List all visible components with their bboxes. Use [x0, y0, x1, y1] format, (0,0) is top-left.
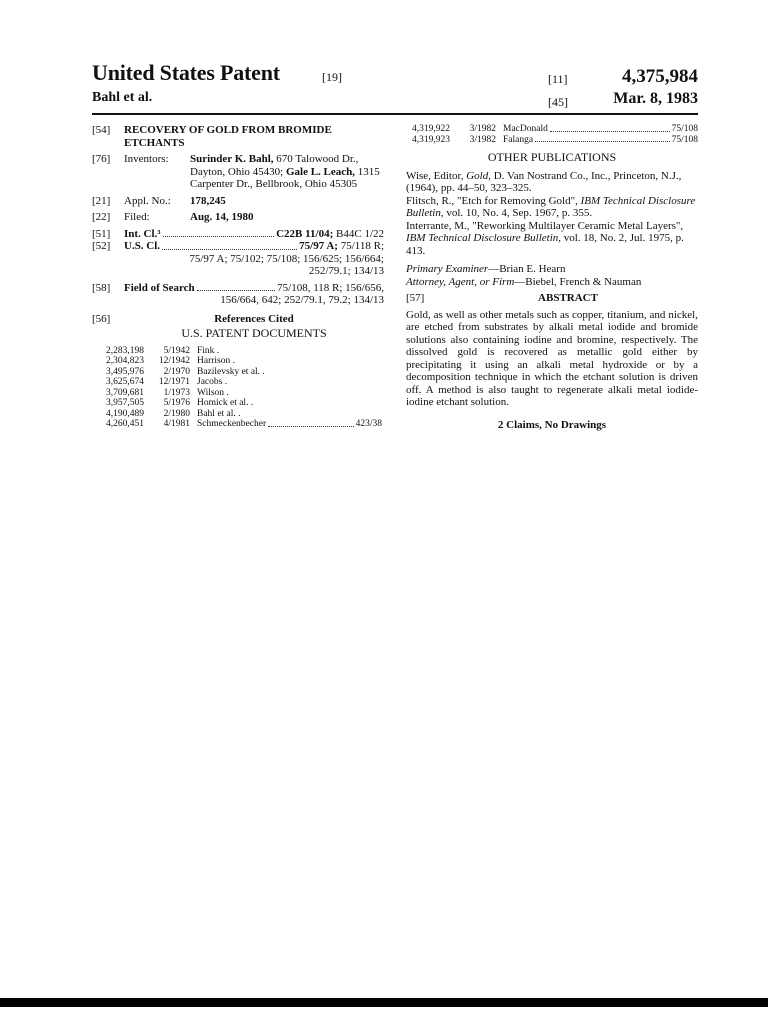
inventors-value [190, 153, 384, 191]
reference-number: 3,709,681 [106, 387, 144, 398]
field-76 [92, 153, 384, 191]
reference-date: 2/1980 [163, 408, 190, 419]
reference-name: Wilson . [197, 387, 229, 398]
reference-date: 5/1942 [163, 345, 190, 356]
bottom-bar [0, 998, 768, 1007]
reference-number: 3,957,505 [106, 398, 144, 408]
field-56 [92, 313, 384, 326]
reference-name: Bahl et al. . [197, 408, 241, 419]
field-51 [92, 228, 384, 241]
reference-date: 12/1971 [158, 377, 190, 387]
reference-date: 3/1982 [469, 124, 496, 134]
reference-class: 75/108 [671, 134, 698, 145]
code-45: [45] [548, 95, 568, 109]
reference-row [102, 377, 382, 388]
appl-no-label: Appl. No.: [124, 194, 171, 207]
filed-value: Aug. 14, 1980 [190, 211, 254, 223]
primary-examiner: Primary Examiner—Brian E. Hearn [406, 263, 566, 275]
us-cl-continued-2: 252/79.1; 134/13 [308, 265, 384, 277]
field-number: [52] [92, 240, 111, 252]
reference-name: Jacobs . [197, 377, 228, 387]
other-publications-heading: OTHER PUBLICATIONS [487, 150, 617, 164]
reference-date: 4/1981 [163, 419, 190, 429]
us-cl-label: U.S. Cl. [124, 240, 161, 252]
inventor-2-name: Gale L. Leach, [285, 165, 356, 178]
reference-row [102, 419, 382, 430]
reference-number: 4,190,489 [106, 408, 144, 419]
reference-number: 3,625,674 [106, 377, 144, 387]
right-column [406, 124, 698, 431]
left-column [92, 124, 384, 430]
us-cl-value: 75/97 A; 75/118 R; [299, 240, 384, 252]
field-21 [92, 195, 384, 208]
reference-date: 5/1976 [163, 398, 190, 408]
reference-name: Harrison . [197, 356, 235, 366]
us-patent-documents-heading: U.S. PATENT DOCUMENTS [181, 326, 327, 340]
filed-label: Filed: [124, 211, 150, 223]
inventors-label: Inventors: [124, 153, 169, 165]
publication-1: Wise, Editor, Gold, D. Van Nostrand Co., Inc., Princeton, N.J., (1964), pp. 44–50, 323–325. [406, 169, 682, 194]
patent-date: Mar. 8, 1983 [613, 90, 698, 107]
patent-number: 4,375,984 [622, 66, 698, 87]
field-22 [92, 211, 384, 224]
leader-dots [197, 282, 275, 292]
int-cl-label: Int. Cl.³ [124, 227, 161, 240]
us-references-continued-table [408, 124, 698, 145]
field-number: [58] [92, 281, 111, 294]
leader-dots [163, 228, 275, 238]
reference-class: 75/108 [671, 124, 698, 134]
us-cl-continued-1: 75/97 A; 75/102; 75/108; 156/625; 156/664; [189, 252, 384, 265]
reference-row [102, 388, 382, 399]
leader-dots [268, 419, 354, 427]
reference-number: 4,319,922 [412, 124, 450, 134]
inventor-2-address: 1315 Carpenter Dr., Bellbrook, Ohio 45305 [190, 165, 380, 190]
field-number: [54] [92, 124, 111, 136]
reference-date: 2/1970 [163, 366, 190, 377]
patent-title: United States Patent [92, 60, 280, 85]
int-cl-value: C22B 11/04; B44C 1/22 [276, 227, 384, 240]
reference-date: 1/1973 [163, 387, 190, 398]
field-58 [92, 282, 384, 295]
field-57 [406, 292, 698, 305]
reference-name: Bazilevsky et al. . [197, 366, 265, 377]
reference-number: 4,319,923 [412, 134, 450, 145]
reference-name: Homick et al. . [197, 398, 254, 408]
inventor-1-address: 670 Talowood Dr., Dayton, Ohio 45430; [190, 153, 359, 178]
field-54 [92, 124, 384, 149]
leader-dots [550, 124, 670, 132]
leader-dots [162, 240, 297, 250]
reference-row [408, 135, 698, 146]
reference-date: 12/1942 [158, 356, 190, 366]
reference-name: MacDonald 75/108 [503, 124, 698, 134]
reference-row [102, 367, 382, 378]
abstract-heading: ABSTRACT [538, 292, 598, 304]
us-references-table [102, 346, 382, 430]
reference-name: Schmeckenbecher 423/38 [197, 419, 382, 429]
abstract-text: Gold, as well as other metals such as copper, titanium, and nickel, are etched from substrates by alkali metal iodide and bromide solutions also containing iodine and bromine, respectively. The dissolved gold is recovered as metallic gold either by precipitating it using an alkali metal hydroxide or by a decomposition technique in which the etchant solution is driven off. A method is also taught to regenerate alkali metal iodide-iodine etchant solution. [406, 308, 698, 408]
field-of-search-continued: 156/664, 642; 252/79.1, 79.2; 134/13 [220, 294, 384, 306]
reference-number: 2,304,823 [106, 356, 144, 366]
reference-row [102, 356, 382, 367]
reference-name: Fink . [197, 345, 220, 356]
reference-number: 4,260,451 [106, 419, 144, 429]
header-rule [92, 113, 698, 115]
field-number: [22] [92, 211, 111, 223]
field-number: [56] [92, 312, 111, 325]
reference-row [102, 409, 382, 420]
inventor-1-name: Surinder K. Bahl, [190, 153, 274, 165]
attorney: Attorney, Agent, or Firm—Biebel, French & Nauman [406, 275, 642, 288]
reference-number: 3,495,976 [106, 366, 144, 377]
code-11: [11] [548, 72, 568, 86]
publication-2: Flitsch, R., "Etch for Removing Gold", IBM Technical Disclosure Bulletin, vol. 10, No. 4, Sep. 1967, p. 355. [406, 194, 696, 219]
references-cited-heading: References Cited [214, 312, 294, 325]
code-19: [19] [322, 70, 342, 84]
claims-summary: 2 Claims, No Drawings [497, 418, 607, 431]
field-number: [51] [92, 227, 111, 240]
reference-row [408, 124, 698, 135]
reference-row [102, 398, 382, 409]
reference-class: 423/38 [355, 419, 382, 429]
field-of-search-label: Field of Search [124, 281, 195, 294]
appl-no-value: 178,245 [190, 194, 226, 207]
reference-date: 3/1982 [469, 134, 496, 145]
field-number: [76] [92, 153, 111, 165]
reference-row [102, 346, 382, 357]
invention-title: RECOVERY OF GOLD FROM BROMIDE ETCHANTS [124, 124, 332, 149]
reference-number: 2,283,198 [106, 345, 144, 356]
field-number: [57] [406, 292, 425, 304]
field-52 [92, 240, 384, 253]
field-of-search-value: 75/108, 118 R; 156/656, [277, 281, 384, 294]
leader-dots [535, 135, 670, 143]
publication-3: Interrante, M., "Reworking Multilayer Ceramic Metal Layers", IBM Technical Disclosure Bulletin, vol. 18, No. 2, Jul. 1975, p. 413. [406, 219, 684, 257]
patent-authors: Bahl et al. [92, 90, 153, 105]
field-number: [21] [92, 194, 111, 207]
reference-name: Falanga 75/108 [503, 134, 698, 145]
